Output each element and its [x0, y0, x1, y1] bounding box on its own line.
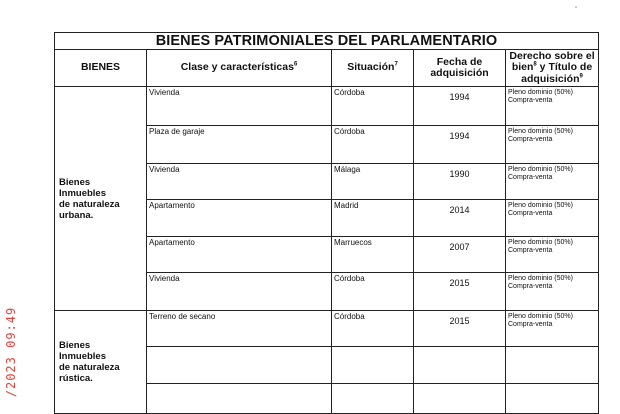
group-label — [55, 87, 147, 311]
cell-derecho-titulo: Compra-venta — [508, 210, 553, 217]
stamp-text: /2023 09:49 — [4, 306, 18, 398]
cell-situacion — [332, 273, 414, 311]
cell-clase — [147, 164, 332, 200]
cell-fecha-fecha: 1994 — [449, 92, 470, 102]
cell-derecho-titulo: Compra-venta — [508, 97, 553, 104]
cell-situacion-situacion: Córdoba — [334, 312, 365, 321]
header-row — [55, 50, 599, 87]
cell-clase — [147, 384, 332, 414]
cell-situacion-situacion: Marruecos — [334, 238, 372, 247]
cell-situacion — [332, 237, 414, 273]
cell-fecha — [414, 273, 506, 311]
header-clase — [147, 50, 332, 87]
header-bienes — [55, 50, 147, 87]
table-row — [55, 87, 599, 126]
cell-clase-clase: Vivienda — [149, 274, 180, 283]
cell-clase-clase: Plaza de garaje — [149, 127, 205, 136]
cell-derecho-titulo: Compra-venta — [508, 247, 553, 254]
group-label-line: Inmuebles — [59, 187, 106, 199]
cell-derecho-derecho: Pleno dominio (50%) — [508, 239, 573, 246]
header-fecha — [414, 50, 506, 87]
cell-derecho-titulo: Compra-venta — [508, 321, 553, 328]
cell-derecho-titulo: Compra-venta — [508, 174, 553, 181]
cell-situacion-situacion: Málaga — [334, 165, 361, 174]
cell-situacion — [332, 87, 414, 126]
cell-fecha-fecha: 1994 — [449, 131, 470, 141]
cell-clase — [147, 311, 332, 347]
header-fecha-label: Fecha de adquisición — [430, 55, 489, 79]
cell-fecha-fecha: 2007 — [449, 242, 470, 252]
cell-fecha-fecha: 2014 — [449, 205, 470, 215]
cell-fecha — [414, 311, 506, 347]
cell-clase — [147, 200, 332, 237]
group-label-line: Bienes — [59, 176, 91, 188]
cell-situacion-situacion: Madrid — [334, 201, 359, 210]
group-label-line: rústica. — [59, 373, 93, 384]
header-situacion — [332, 50, 414, 87]
group-label-line: Inmuebles — [59, 351, 106, 362]
group-label-line: Bienes — [59, 340, 91, 351]
cell-fecha — [414, 384, 506, 414]
header-clase-label: Clase y características — [180, 61, 294, 74]
cell-situacion — [332, 347, 414, 384]
title-row — [55, 33, 599, 50]
header-situacion-label: Situación — [347, 61, 395, 74]
table-title: BIENES PATRIMONIALES DEL PARLAMENTARIO — [55, 33, 599, 50]
cell-derecho-titulo: Compra-venta — [508, 283, 553, 290]
header-bienes-label: BIENES — [80, 61, 121, 74]
cell-derecho-titulo: Compra-venta — [508, 136, 553, 143]
cell-clase-clase: Vivienda — [149, 165, 180, 174]
cell-fecha-fecha: 2015 — [449, 278, 470, 288]
table-row — [55, 311, 599, 347]
cell-situacion-situacion: Córdoba — [334, 274, 365, 283]
cell-derecho-derecho: Pleno dominio (50%) — [508, 128, 573, 135]
cell-derecho-derecho: Pleno dominio (50%) — [508, 275, 573, 282]
assets-table — [54, 32, 599, 414]
group-label-line: de naturaleza — [59, 362, 120, 373]
cell-clase — [147, 347, 332, 384]
group-label — [55, 311, 147, 414]
footnote-ref: 6 — [293, 61, 298, 68]
cell-derecho — [506, 311, 599, 347]
cell-derecho — [506, 384, 599, 414]
timestamp-stamp — [3, 300, 19, 404]
cell-derecho — [506, 87, 599, 126]
header-derecho — [506, 50, 599, 87]
cell-clase — [147, 126, 332, 164]
cell-fecha-fecha: 2015 — [449, 316, 470, 326]
header-titulo-label: y Título de adquisición — [521, 61, 593, 85]
cell-derecho-derecho: Pleno dominio (50%) — [508, 202, 573, 209]
cell-fecha — [414, 126, 506, 164]
cell-clase — [147, 273, 332, 311]
cell-clase — [147, 87, 332, 126]
cell-derecho — [506, 126, 599, 164]
cell-fecha — [414, 200, 506, 237]
cell-clase-clase: Terreno de secano — [149, 312, 216, 321]
cell-clase-clase: Apartamento — [149, 201, 195, 210]
cell-situacion-situacion: Córdoba — [334, 127, 365, 136]
cell-fecha — [414, 87, 506, 126]
cell-derecho — [506, 347, 599, 384]
header-derecho-label: Derecho sobre el bien — [509, 49, 595, 74]
cell-derecho — [506, 200, 599, 237]
cell-situacion — [332, 126, 414, 164]
cell-clase-clase: Vivienda — [149, 88, 180, 97]
group-label-line: urbana. — [59, 209, 94, 221]
footnote-ref: 8 — [533, 61, 537, 68]
footnote-ref: 7 — [394, 61, 398, 68]
cell-fecha — [414, 347, 506, 384]
cell-situacion — [332, 164, 414, 200]
cell-fecha-fecha: 1990 — [449, 169, 470, 179]
cell-fecha — [414, 164, 506, 200]
scan-speck — [575, 6, 577, 8]
cell-fecha — [414, 237, 506, 273]
footnote-ref: 9 — [579, 73, 583, 80]
cell-clase — [147, 237, 332, 273]
cell-situacion — [332, 384, 414, 414]
cell-situacion-situacion: Córdoba — [334, 88, 365, 97]
cell-situacion — [332, 200, 414, 237]
cell-situacion — [332, 311, 414, 347]
cell-derecho-derecho: Pleno dominio (50%) — [508, 166, 573, 173]
group-label-line: de naturaleza — [59, 198, 120, 210]
cell-clase-clase: Apartamento — [149, 238, 195, 247]
cell-derecho — [506, 237, 599, 273]
cell-derecho — [506, 164, 599, 200]
cell-derecho-derecho: Pleno dominio (50%) — [508, 89, 573, 96]
cell-derecho-derecho: Pleno dominio (50%) — [508, 313, 573, 320]
cell-derecho — [506, 273, 599, 311]
